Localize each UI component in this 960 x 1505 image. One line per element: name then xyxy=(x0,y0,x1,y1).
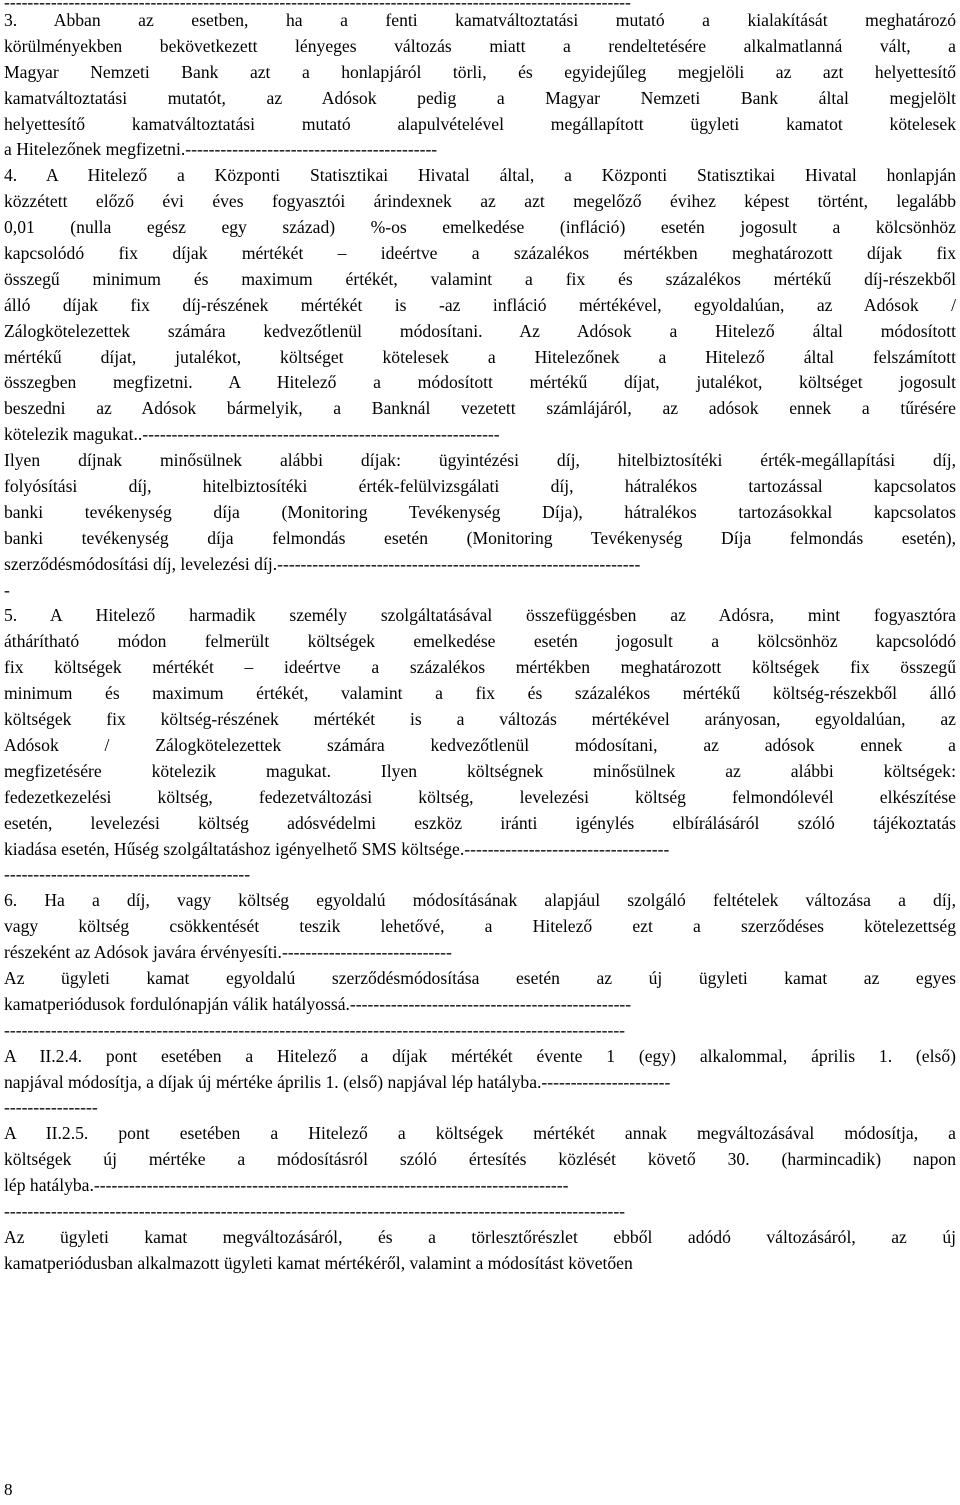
text-line: összegű minimum és maximum értékét, valamint a fix és százalékos mértékű díj-részekből xyxy=(4,268,956,289)
text-line: ---------------- xyxy=(4,1097,98,1118)
text-line: fedezetkezelési költség, fedezetváltozási költség, levelezési költség felmondólevél elkészítése xyxy=(4,786,956,807)
text-line: ---------------------------------------------------------------------------------------------------------- xyxy=(4,1019,626,1040)
text-line: közzétett előző évi éves fogyasztói árindexnek az azt megelőző évihez képest történt, legalább xyxy=(4,191,956,212)
top-dash-rule xyxy=(4,0,956,8)
text-line: költségek fix költség-részének mértékét is a változás mértékével arányosan, egyoldalúan, az xyxy=(4,709,956,730)
text-line: kamatváltoztatási mutatót, az Adósok pedig a Magyar Nemzeti Bank által megjelölt xyxy=(4,87,956,108)
section-point-4 xyxy=(4,163,956,603)
text-line: Ilyen díjnak minősülnek alábbi díjak: ügyintézési díj, hitelbiztosítéki érték-megállapítási díj, xyxy=(4,450,956,471)
text-line: 5. A Hitelező harmadik személy szolgáltatásával összefüggésben az Adósra, mint fogyasztóra xyxy=(4,605,956,626)
text-line: banki tevékenység díja felmondás esetén (Monitoring Tevékenység Díja felmondás esetén), xyxy=(4,527,956,548)
text-line: napjával módosítja, a díjak új mértéke április 1. (első) napjával lép hatályba.---------------------- xyxy=(4,1071,671,1092)
text-line: - xyxy=(4,579,10,600)
text-line: A II.2.5. pont esetében a Hitelező a költségek mértékét annak megváltozásával módosítja, a xyxy=(4,1123,956,1144)
text-line: kamatperiódusok fordulónapján válik hatályossá.------------------------------------------------ xyxy=(4,993,632,1014)
text-line: összegben megfizetni. A Hitelező a módosított mértékű díjat, jutalékot, költséget jogosult xyxy=(4,372,956,393)
text-line: körülményekben bekövetkezett lényeges változás miatt a rendeltetésére alkalmatlanná vált, a xyxy=(4,35,956,56)
text-line: esetén, levelezési költség adósvédelmi eszköz iránti igénylés elbírálásáról szóló tájékoztatás xyxy=(4,812,956,833)
section-interest-change xyxy=(4,1225,956,1277)
section-point-ii-2-4 xyxy=(4,1044,956,1122)
document-page xyxy=(4,0,956,1277)
text-line: szerződésmódosítási díj, levelezési díj.-------------------------------------------------------------- xyxy=(4,553,641,574)
text-line: fix költségek mértékét – ideértve a százalékos mértékben meghatározott költségek fix összegű xyxy=(4,657,956,678)
text-line: 6. Ha a díj, vagy költség egyoldalú módosításának alapjául szolgáló feltételek változása a díj, xyxy=(4,890,956,911)
text-line: kötelezik magukat..------------------------------------------------------------- xyxy=(4,424,500,445)
text-line: Zálogkötelezettek számára kedvezőtlenül módosítani. Az Adósok a Hitelező által módosított xyxy=(4,320,956,341)
text-line: A II.2.4. pont esetében a Hitelező a díjak mértékét évente 1 (egy) alkalommal, április 1. (első) xyxy=(4,1045,956,1066)
text-line: megfizetésére kötelezik magukat. Ilyen költségnek minősülnek az alábbi költségek: xyxy=(4,760,956,781)
text-line: 3. Abban az esetben, ha a fenti kamatváltoztatási mutató a kialakítását meghatározó xyxy=(4,10,956,30)
text-line: beszedni az Adósok bármelyik, a Banknál vezetett számlájáról, az adósok ennek a tűrésére xyxy=(4,398,956,419)
text-line: a Hitelezőnek megfizetni.------------------------------------------- xyxy=(4,139,438,160)
text-line: Adósok / Zálogkötelezettek számára kedvezőtlenül módosítani, az adósok ennek a xyxy=(4,734,956,755)
page-number: 8 xyxy=(4,1480,13,1499)
text-line: helyettesítő kamatváltoztatási mutató alapulvételével megállapított ügyleti kamatot kötelesek xyxy=(4,113,956,134)
section-point-ii-2-5 xyxy=(4,1121,956,1225)
text-line: Magyar Nemzeti Bank azt a honlapjáról törli, és egyidejűleg megjelöli az azt helyettesítő xyxy=(4,61,956,82)
text-line: ------------------------------------------ xyxy=(4,864,251,885)
text-line: 0,01 (nulla egész egy század) %-os emelkedése (infláció) esetén jogosult a kölcsönhöz xyxy=(4,217,956,238)
text-line: mértékű díjat, jutalékot, költséget kötelesek a Hitelezőnek a Hitelező által felszámított xyxy=(4,346,956,367)
text-line: folyósítási díj, hitelbiztosítéki érték-felülvizsgálati díj, hátralékos tartozással kapcsolatos xyxy=(4,476,956,497)
text-line: banki tevékenység díja (Monitoring Tevékenység Díja), hátralékos tartozásokkal kapcsolatos xyxy=(4,501,956,522)
section-point-6 xyxy=(4,888,956,1043)
text-line: ---------------------------------------------------------------------------------------------------------- xyxy=(4,1200,626,1221)
text-line: részeként az Adósok javára érvényesíti.----------------------------- xyxy=(4,942,452,963)
text-line: Az ügyleti kamat egyoldalú szerződésmódosítása esetén az új ügyleti kamat az egyes xyxy=(4,967,956,988)
text-line: Az ügyleti kamat megváltozásáról, és a törlesztőrészlet ebből adódó változásáról, az új xyxy=(4,1226,956,1247)
section-point-3 xyxy=(4,8,956,163)
text-line: kamatperiódusban alkalmazott ügyleti kamat mértékéről, valamint a módosítást követően xyxy=(4,1252,633,1273)
text-line: minimum és maximum értékét, valamint a fix és százalékos mértékű költség-részekből álló xyxy=(4,683,956,704)
text-line: álló díjak fix díj-részének mértékét is -az infláció mértékével, egyoldalúan, az Adósok / xyxy=(4,294,956,315)
text-line: kapcsolódó fix díjak mértékét – ideértve a százalékos mértékben meghatározott díjak fix xyxy=(4,243,956,264)
text-line: áthárítható módon felmerült költségek emelkedése esetén jogosult a kölcsönhöz kapcsolódó xyxy=(4,631,956,652)
text-line: költségek új mértéke a módosításról szóló értesítés közlését követő 30. (harmincadik) napon xyxy=(4,1149,956,1170)
document-body xyxy=(4,8,956,1277)
text-line: 4. A Hitelező a Központi Statisztikai Hivatal által, a Központi Statisztikai Hivatal honlapján xyxy=(4,165,956,186)
text-line: vagy költség csökkentését teszik lehetővé, a Hitelező ezt a szerződéses kötelezettség xyxy=(4,916,956,937)
text-line: lép hatályba.--------------------------------------------------------------------------------- xyxy=(4,1175,569,1196)
text-line: kiadása esetén, Hűség szolgáltatáshoz igényelhető SMS költsége.----------------------------------- xyxy=(4,838,670,859)
section-point-5 xyxy=(4,603,956,888)
